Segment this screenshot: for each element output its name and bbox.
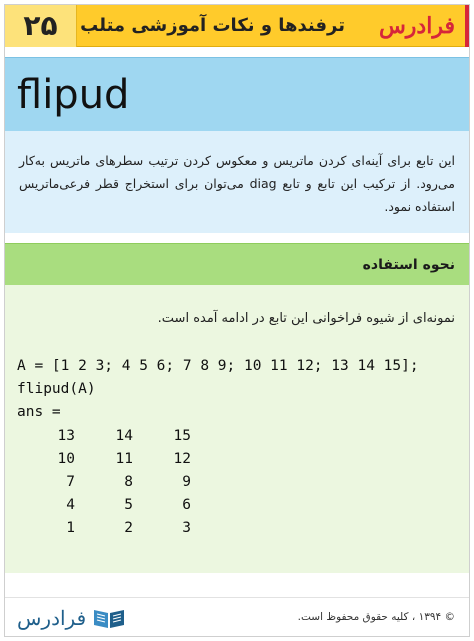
copyright-text: © ۱۳۹۴ ، کلیه حقوق محفوظ است. bbox=[297, 611, 455, 623]
function-description: این تابع برای آینه‌ای کردن ماتریس و معکوس کردن ترتیب سطرهای ماتریس به‌کار می‌رود. از ترکیب این تابع و تابع diag می‌توان برای استخراج قطر فرعی‌ماتریس استفاده نمود. bbox=[19, 153, 455, 214]
code-block bbox=[17, 355, 419, 424]
series-title: ترفندها و نکات آموزشی متلب bbox=[80, 15, 345, 36]
matrix-row bbox=[17, 448, 191, 471]
usage-body bbox=[5, 285, 469, 573]
result-matrix bbox=[17, 425, 191, 540]
description-box bbox=[5, 131, 469, 233]
matrix-cell: 4 bbox=[66, 497, 75, 513]
matrix-cell: 5 bbox=[124, 497, 133, 513]
matrix-row bbox=[17, 471, 191, 494]
usage-heading-band bbox=[5, 243, 469, 285]
matrix-row bbox=[17, 494, 191, 517]
book-icon bbox=[92, 606, 126, 630]
usage-heading: نحوه استفاده bbox=[362, 257, 455, 273]
matrix-cell: 9 bbox=[182, 474, 191, 490]
matrix-cell: 12 bbox=[173, 451, 191, 467]
function-name: flipud bbox=[17, 72, 130, 118]
code-line: ans = bbox=[17, 404, 61, 420]
footer-logo-text: فرادرس bbox=[17, 606, 87, 630]
tip-card bbox=[4, 4, 470, 637]
card-footer bbox=[5, 597, 469, 636]
brand-name[interactable]: فرادرس bbox=[378, 13, 455, 39]
matrix-cell: 11 bbox=[115, 451, 133, 467]
matrix-cell: 13 bbox=[57, 428, 75, 444]
code-line: A = [1 2 3; 4 5 6; 7 8 9; 10 11 12; 13 14 15]; bbox=[17, 358, 419, 374]
matrix-cell: 1 bbox=[66, 520, 75, 536]
card-header bbox=[5, 5, 469, 47]
matrix-cell: 3 bbox=[182, 520, 191, 536]
code-line: flipud(A) bbox=[17, 381, 96, 397]
matrix-row bbox=[17, 517, 191, 540]
matrix-cell: 7 bbox=[66, 474, 75, 490]
tip-number: ۲۵ bbox=[5, 5, 77, 47]
matrix-cell: 8 bbox=[124, 474, 133, 490]
matrix-cell: 10 bbox=[57, 451, 75, 467]
function-name-band bbox=[5, 57, 469, 131]
matrix-row bbox=[17, 425, 191, 448]
matrix-cell: 6 bbox=[182, 497, 191, 513]
matrix-cell: 15 bbox=[173, 428, 191, 444]
footer-logo[interactable] bbox=[17, 604, 126, 632]
matrix-cell: 14 bbox=[115, 428, 133, 444]
matrix-cell: 2 bbox=[124, 520, 133, 536]
brand-accent-bar bbox=[465, 5, 469, 47]
usage-intro: نمونه‌ای از شیوه فراخوانی این تابع در ادامه آمده است. bbox=[157, 311, 455, 326]
